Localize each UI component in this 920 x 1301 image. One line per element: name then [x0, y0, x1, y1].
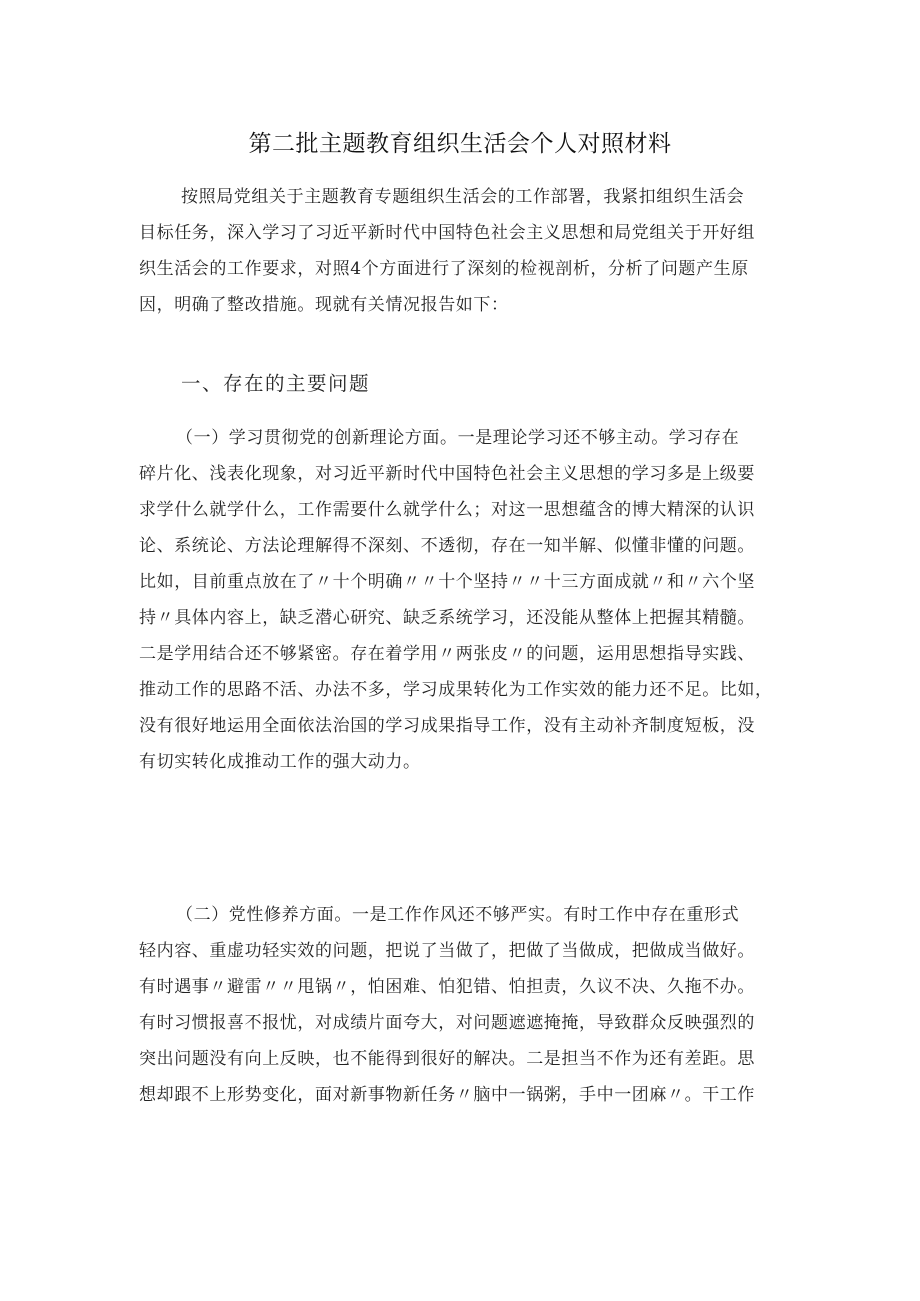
intro-line: 因，明确了整改措施。现就有关情况报告如下：: [139, 295, 509, 315]
paragraph-line: 轻内容、重虚功轻实效的问题，把说了当做了，把做了当做成，把做成当做好。: [139, 941, 755, 961]
paragraph-line: 论、系统论、方法论理解得不深刻、不透彻，存在一知半解、似懂非懂的问题。: [139, 536, 755, 556]
intro-line: 按照局党组关于主题教育专题组织生活会的工作部署，我紧扣组织生活会: [181, 187, 745, 207]
paragraph-line: 突出问题没有向上反映，也不能得到很好的解决。二是担当不作为还有差距。思: [139, 1049, 755, 1069]
paragraph-line: 比如，目前重点放在了〃十个明确〃〃十个坚持〃〃十三方面成就〃和〃六个坚: [139, 572, 755, 592]
paragraph-line: 碎片化、浅表化现象，对习近平新时代中国特色社会主义思想的学习多是上级要: [139, 464, 755, 484]
intro-paragraph: [139, 179, 789, 323]
paragraph-line: 想却跟不上形势变化，面对新事物新任务〃脑中一锅粥，手中一团麻〃。干工作: [139, 1085, 755, 1105]
paragraph-line: 持〃具体内容上，缺乏潜心研究、缺乏系统学习，还没能从整体上把握其精髓。: [139, 608, 755, 628]
paragraph-line: 推动工作的思路不活、办法不多，学习成果转化为工作实效的能力还不足。比如，: [139, 680, 773, 700]
paragraph-line: 求学什么就学什么，工作需要什么就学什么；对这一思想蕴含的博大精深的认识: [139, 500, 755, 520]
paragraph-theory-study: [139, 420, 789, 780]
intro-line: 织生活会的工作要求，对照4个方面进行了深刻的检视剖析，分析了问题产生原: [139, 259, 749, 279]
paragraph-line: 没有很好地运用全面依法治国的学习成果指导工作，没有主动补齐制度短板，没: [139, 716, 755, 736]
paragraph-line: 有时习惯报喜不报忧，对成绩片面夸大，对问题遮遮掩掩，导致群众反映强烈的: [139, 1013, 755, 1033]
paragraph-line: 有切实转化成推动工作的强大动力。: [139, 752, 421, 772]
paragraph-line: 有时遇事〃避雷〃〃甩锅〃，怕困难、怕犯错、怕担责，久议不决、久拖不办。: [139, 977, 755, 997]
paragraph-line: （一）学习贯彻党的创新理论方面。一是理论学习还不够主动。学习存在: [176, 428, 740, 448]
section-heading: 一、存在的主要问题: [181, 372, 371, 395]
paragraph-line: （二）党性修养方面。一是工作作风还不够严实。有时工作中存在重形式: [176, 905, 740, 925]
document-title: 第二批主题教育组织生活会个人对照材料: [248, 131, 672, 157]
intro-line: 目标任务，深入学习了习近平新时代中国特色社会主义思想和局党组关于开好组: [139, 223, 755, 243]
paragraph-line: 二是学用结合还不够紧密。存在着学用〃两张皮〃的问题，运用思想指导实践、: [139, 644, 755, 664]
paragraph-party-spirit: [139, 897, 789, 1113]
